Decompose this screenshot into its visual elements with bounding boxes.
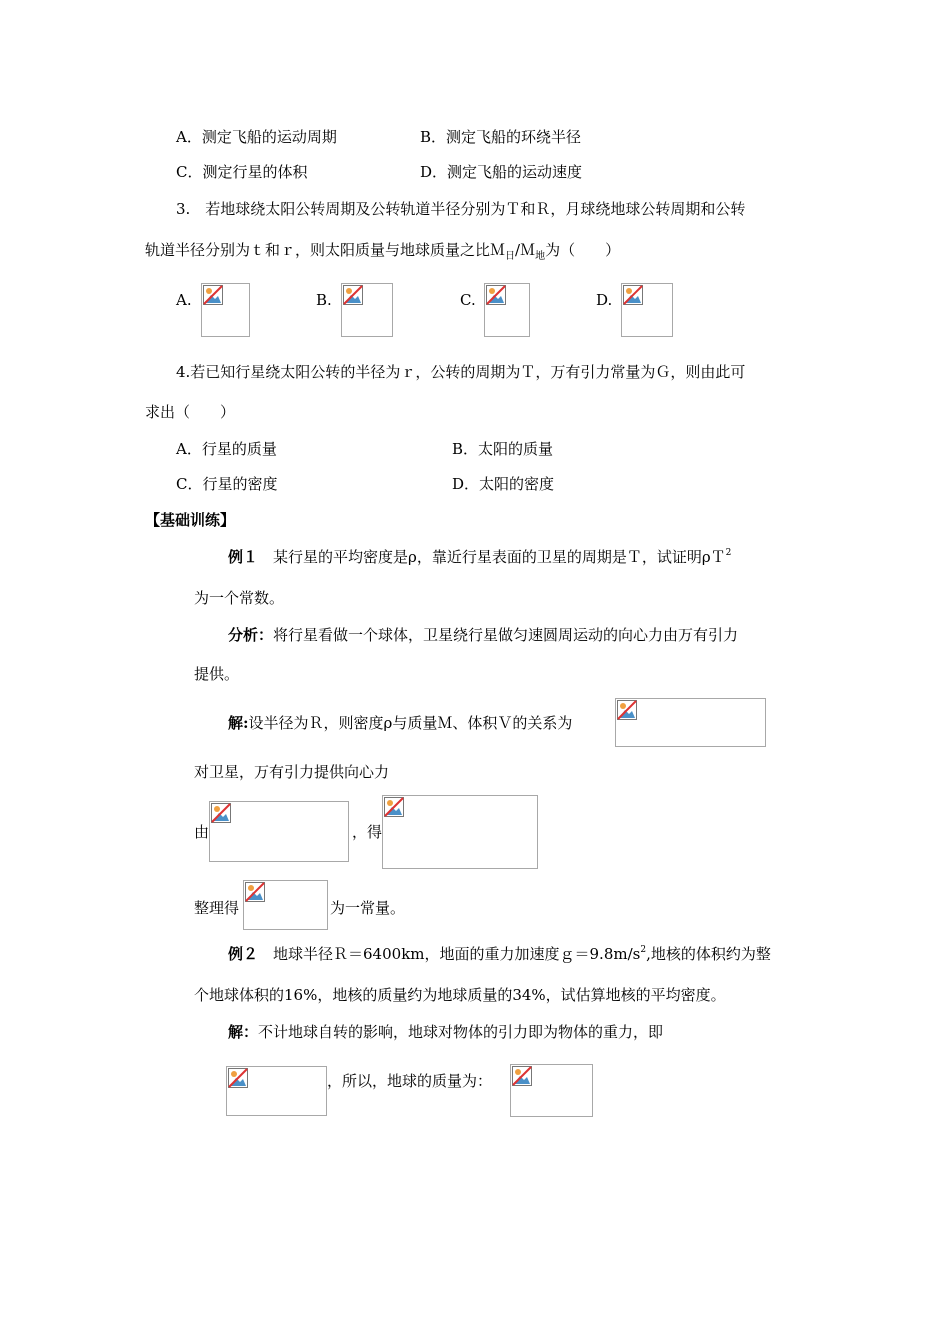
ex1-constant-formula-image <box>243 880 328 930</box>
ex1-you-text: 由 <box>194 823 210 841</box>
q3-option-c-image <box>484 283 530 337</box>
q3-option-b-label: B. <box>316 291 332 309</box>
ex1-result-formula-image <box>382 795 538 869</box>
q3-option-c-label: C. <box>460 291 476 309</box>
ex2-mid-text: ，所以，地球的质量为： <box>327 1072 493 1090</box>
ex1-label: 例１ <box>228 548 259 566</box>
ex2-line-1: 例２ 地球半径Ｒ＝6400km，地面的重力加速度$g=9.8m/s^2$,地核的体积约为整 <box>228 945 771 963</box>
ex1-de-text: ，得 <box>352 823 383 841</box>
broken-image-icon <box>623 285 643 305</box>
broken-image-icon <box>343 285 363 305</box>
ex1-changliang-text: 为一常量。 <box>330 899 406 917</box>
q4-option-b: B．太阳的质量 <box>452 440 554 458</box>
ex2-solution-line-1: 解：不计地球自转的影响，地球对物体的引力即为物体的重力，即 <box>228 1023 664 1041</box>
q3-line-1: 3. 若地球绕太阳公转周期及公转轨道半径分别为Ｔ和Ｒ，月球绕地球公转周期和公转 <box>176 200 746 218</box>
section-title: 【基础训练】 <box>145 511 236 529</box>
q3-option-b-image <box>341 283 393 337</box>
ex1-analysis-line-2: 提供。 <box>194 665 240 683</box>
broken-image-icon <box>617 700 637 720</box>
ex1-line-1: 例１ 某行星的平均密度是ρ，靠近行星表面的卫星的周期是Ｔ，试证明ρＴ$^2$ <box>228 548 732 566</box>
ex1-solution-line-1: 解:设半径为Ｒ，则密度ρ与质量Ｍ、体积Ｖ的关系为 <box>228 714 573 732</box>
ex1-zhengli-text: 整理得 <box>194 899 240 917</box>
broken-image-icon <box>228 1068 248 1088</box>
q3-line-2: 轨道半径分别为ｔ和ｒ，则太阳质量与地球质量之比Ｍ$_日$/Ｍ$_地$为（ ） <box>145 241 621 262</box>
ex1-analysis-line-1: 分析：将行星看做一个球体，卫星绕行星做匀速圆周运动的向心力由万有引力 <box>228 626 739 644</box>
q4-option-d: D．太阳的密度 <box>452 475 555 493</box>
q4-option-c: C．行星的密度 <box>176 475 278 493</box>
ex2-solution-label: 解： <box>228 1023 259 1041</box>
broken-image-icon <box>512 1066 532 1086</box>
q4-option-a: A．行星的质量 <box>176 440 277 458</box>
ex1-solution-line-2: 对卫星，万有引力提供向心力 <box>194 763 390 781</box>
q2-option-b: B．测定飞船的环绕半径 <box>420 128 582 146</box>
broken-image-icon <box>211 803 231 823</box>
ex1-gravity-formula-image <box>209 801 349 862</box>
broken-image-icon <box>384 797 404 817</box>
ex1-density-formula-image <box>615 698 766 747</box>
q3-option-a-image <box>201 283 250 337</box>
broken-image-icon <box>486 285 506 305</box>
ex1-line-2: 为一个常数。 <box>194 589 285 607</box>
q2-option-a: A．测定飞船的运动周期 <box>176 128 337 146</box>
ex2-line-2: 个地球体积的16%，地核的质量约为地球质量的34%，试估算地核的平均密度。 <box>194 986 726 1004</box>
q2-option-c: C．测定行星的体积 <box>176 163 308 181</box>
broken-image-icon <box>203 285 223 305</box>
q4-line-1: 4.若已知行星绕太阳公转的半径为ｒ，公转的周期为Ｔ，万有引力常量为Ｇ，则由此可 <box>176 363 746 381</box>
q3-option-d-image <box>621 283 673 337</box>
ex2-mass-formula-image <box>510 1064 593 1117</box>
q4-line-2: 求出（ ） <box>145 403 236 421</box>
ex1-analysis-label: 分析： <box>228 626 274 644</box>
ex2-gravity-formula-image <box>226 1066 327 1116</box>
q3-option-d-label: D. <box>596 291 613 309</box>
ex1-solution-label: 解: <box>228 714 249 732</box>
q2-option-d: D．测定飞船的运动速度 <box>420 163 583 181</box>
ex2-label: 例２ <box>228 945 259 963</box>
broken-image-icon <box>245 882 265 902</box>
q3-option-a-label: A. <box>176 291 192 309</box>
